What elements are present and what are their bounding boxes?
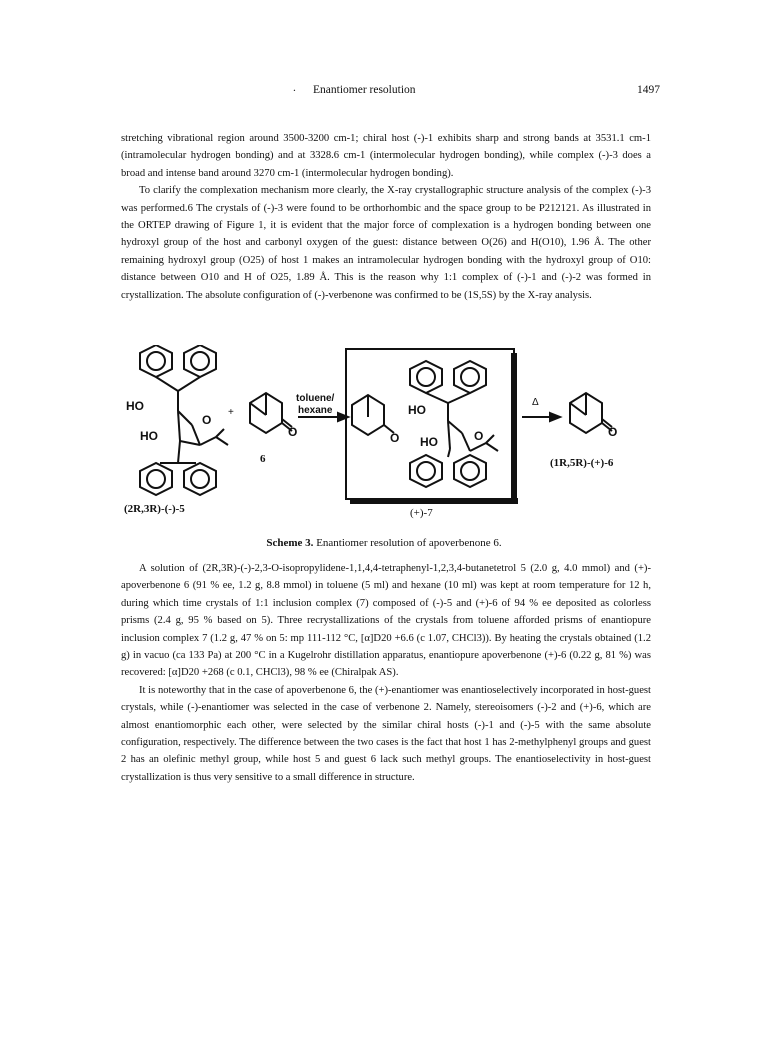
heat-symbol: Δ xyxy=(532,397,539,408)
guest-number: 6 xyxy=(260,453,266,465)
ho-label-bottom: HO xyxy=(140,429,158,443)
scheme-caption xyxy=(0,537,768,549)
paragraph-procedure: A solution of (2R,3R)-(-)-2,3-O-isopropylidene-1,1,4,4-tetraphenyl-1,2,3,4-butanetetrol 5 (2.0 g, 4.0 mmol) and (+)-apoverbenone 6 (91 % ee, 1.2 g, 8.8 mmol) in toluene (5 ml) and hexane (10 ml) was kept at room temperature for 12 h, during which time crystals of 1:1 inclusion complex (7) composed of (-)-5 and (+)-6 of 94 % ee deposited as colorless prisms (2.4 g, 95 % based on 5). Three recrystallizations of the crystals from toluene afforded prisms of enantiopure inclusion complex 7 (1.2 g, 47 % on 5: mp 111-112 °C, [α]D20 +6.6 (c 1.07, CHCl3)). By heating the crystals obtained (1.2 g) in vacuo (ca 133 Pa) at 200 °C in a Kugelrohr distillation apparatus, enantiopure apoverbenone (+)-6 (0.22 g, 81 %) was recovered: [α]D20 +268 (c 0.1, CHCl3), 98 % ee (Chiralpak AS). xyxy=(121,563,651,679)
plus-sign: + xyxy=(228,407,234,418)
body-text-bottom xyxy=(121,560,651,786)
header-dot: . xyxy=(293,82,296,94)
compound-5-label: (2R,3R)-(-)-5 xyxy=(124,503,185,515)
ho-label-complex-top: HO xyxy=(408,403,426,417)
phenyl-ring xyxy=(140,345,172,377)
reagent-hexane: hexane xyxy=(298,405,333,416)
o-label-product: O xyxy=(608,425,618,439)
running-header xyxy=(0,84,768,102)
phenyl-ring xyxy=(184,463,216,495)
reagent-toluene: toluene/ xyxy=(296,393,335,404)
running-title: Enantiomer resolution xyxy=(313,84,416,96)
caption-text: Enantiomer resolution of apoverbenone 6. xyxy=(316,537,502,549)
o-label-dioxolane: O xyxy=(202,413,212,427)
compound-7-label: (+)-7 xyxy=(410,507,433,519)
page-number: 1497 xyxy=(637,84,660,96)
paragraph-discussion: It is noteworthy that in the case of apoverbenone 6, the (+)-enantiomer was enantioselectively incorporated in host-guest crystals, while (-)-enantiomer was selected in the case of verbenone 2. Namely, stereoisomers (-)-2 and (+)-6, which are almost enantiomorphic each other, were selected by the similar chiral hosts (-)-1 and (-)-5 with the same absolute configuration, respectively. The difference between the two cases is the fact that host 1 has 2-methylphenyl groups and guest 2 has an olefinic methyl group, while host 5 and guest 6 lack such methyl groups. The enantioselectivity in host-guest crystallization is thus very sensitive to a small difference in structure. xyxy=(121,684,651,783)
body-text-top xyxy=(121,130,651,304)
phenyl-ring xyxy=(140,463,172,495)
product-6-label: (1R,5R)-(+)-6 xyxy=(550,457,614,469)
scheme-3-figure xyxy=(120,345,650,525)
ho-label-complex-bottom: HO xyxy=(420,435,438,449)
paragraph-ir: stretching vibrational region around 3500-3200 cm-1; chiral host (-)-1 exhibits sharp and strong bands at 3531.1 cm-1 (intramolecular hydrogen bonding) and at 3328.6 cm-1 (intermolecular hydrogen bonding), while complex (-)-3 does a broad and intense band around 3270 cm-1 (intermolecular hydrogen bonding). xyxy=(121,133,651,179)
o-label-guest: O xyxy=(288,425,298,439)
caption-label: Scheme 3. xyxy=(266,537,314,549)
phenyl-ring xyxy=(184,345,216,377)
o-label-complex-dioxolane: O xyxy=(474,429,484,443)
reaction-scheme-drawing xyxy=(120,345,650,525)
o-label-complex-guest: O xyxy=(390,431,400,445)
paragraph-xray: To clarify the complexation mechanism more clearly, the X-ray crystallographic structure analysis of the complex (-)-3 was performed.6 The crystals of (-)-3 were found to be orthorhombic and the space group to be P212121. As illustrated in the ORTEP drawing of Figure 1, it is evident that the major force of complexation is a hydrogen bonding between one hydroxyl group of the host and carbonyl oxygen of the guest: distance between O(26) and H(O10), 1.96 Å. The other remaining hydroxyl group (O25) of host 1 makes an intramolecular hydrogen bonding with the hydroxyl group of O10: distance between O10 and H of O25, 1.89 Å. This is the reason why 1:1 complex of (-)-1 and (-)-2 was formed in crystallization. The absolute configuration of (-)-verbenone was confirmed to be (1S,5S) by the X-ray analysis. xyxy=(121,185,651,301)
ho-label-top: HO xyxy=(126,399,144,413)
